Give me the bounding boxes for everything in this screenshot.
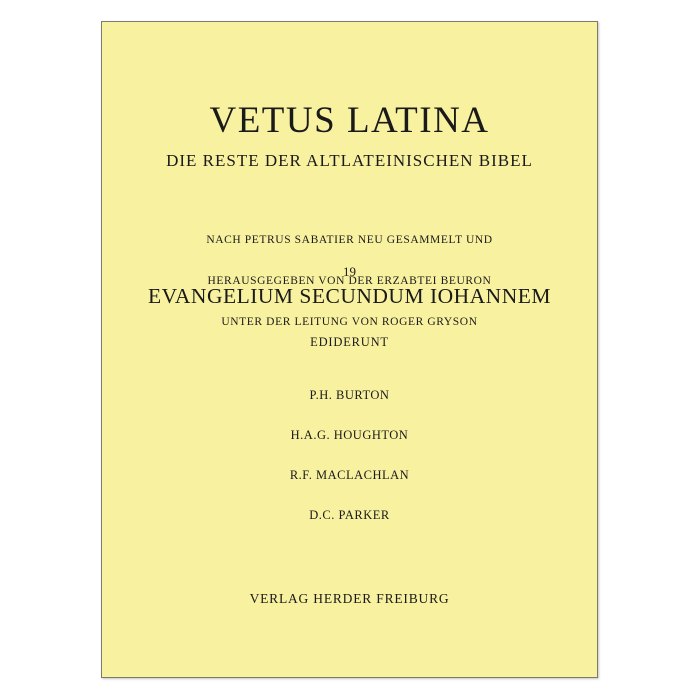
volume-number: 19 — [343, 264, 356, 279]
publisher-imprint: VERLAG HERDER FREIBURG — [249, 591, 450, 606]
book-subtitle: DIE RESTE DER ALTLATEINISCHEN BIBEL — [166, 151, 533, 170]
editorial-line: UNTER DER LEITUNG VON ROGER GRYSON — [221, 315, 478, 328]
editorial-line: HERAUSGEGEBEN VON DER ERZABTEI BEURON — [207, 274, 492, 287]
volume-title: EVANGELIUM SECUNDUM IOHANNEM — [148, 284, 551, 308]
book-title: VETUS LATINA — [209, 100, 490, 141]
editor-name: P.H. BURTON — [309, 387, 390, 402]
editors-list — [102, 362, 597, 550]
editor-name: D.C. PARKER — [309, 508, 390, 523]
book-cover — [101, 21, 598, 678]
ediderunt-label: EDIDERUNT — [310, 335, 389, 349]
editor-name: H.A.G. HOUGHTON — [290, 428, 409, 443]
editorial-line: NACH PETRUS SABATIER NEU GESAMMELT UND — [206, 234, 493, 247]
editor-name: R.F. MACLACHLAN — [289, 468, 410, 483]
